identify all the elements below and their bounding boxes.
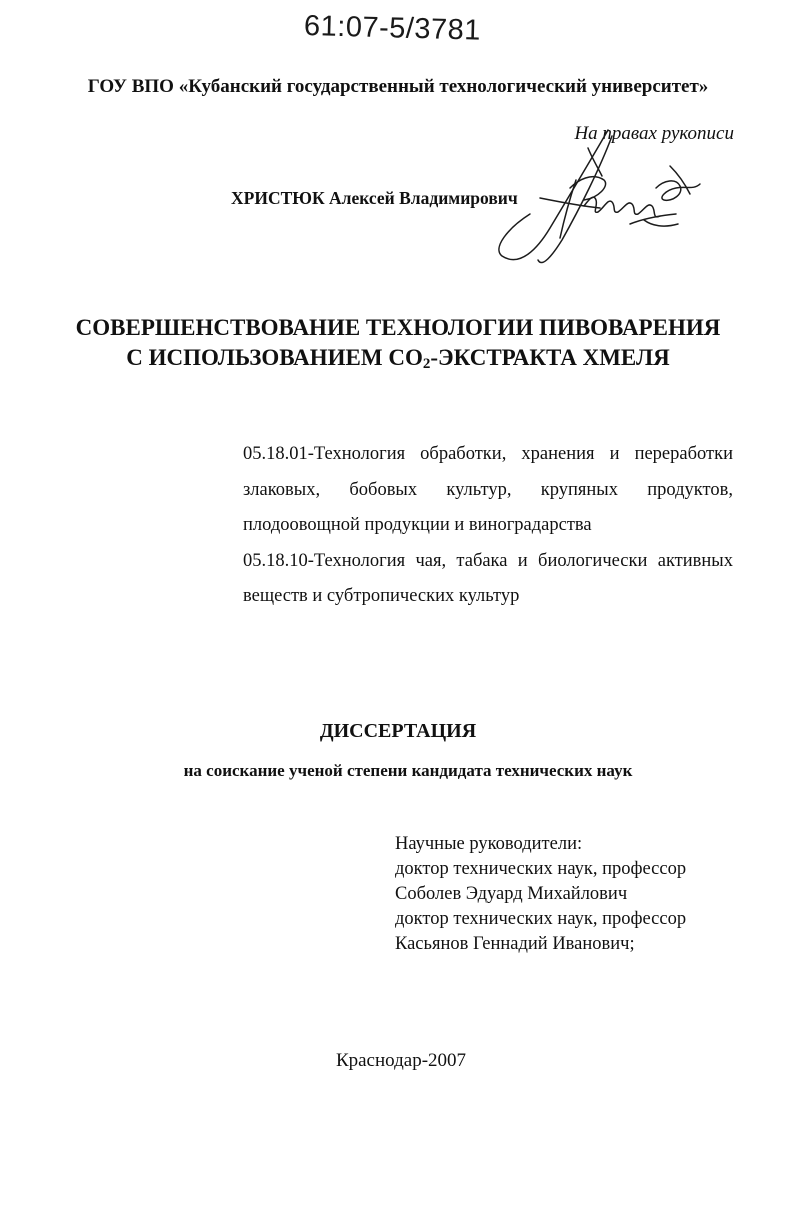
specialty-item: 05.18.01-Технология обработки, хранения и переработки злаковых, бобовых культур, крупяных продуктов, плодоовощной продукции и виноградарства [243,444,733,535]
thesis-title-line-2-start: С ИСПОЛЬЗОВАНИЕМ СО [126,345,423,370]
specialties-block [243,437,733,615]
archive-number: 61:07-5/3781 [303,10,482,47]
signature-icon [480,128,720,278]
thesis-title-subscript: 2 [422,356,431,372]
place-and-year: Краснодар-2007 [335,1050,467,1071]
thesis-title-line-2 [0,343,796,373]
supervisor-title: доктор технических наук, профессор [395,859,687,879]
supervisors-heading: Научные руководители: [395,834,583,854]
supervisors-block [395,832,686,957]
degree-line: на соискание ученой степени кандидата технических наук [183,761,633,780]
thesis-title-line-2-end: -ЭКСТРАКТА ХМЕЛЯ [430,345,670,370]
supervisor-title: доктор технических наук, профессор [395,909,687,929]
specialty-item: 05.18.10-Технология чая, табака и биологически активных веществ и субтропических культур [243,550,733,606]
institution-name: ГОУ ВПО «Кубанский государственный технологический университет» [87,76,709,97]
document-type: ДИССЕРТАЦИЯ [319,720,477,742]
thesis-title-line-1: СОВЕРШЕНСТВОВАНИЕ ТЕХНОЛОГИИ ПИВОВАРЕНИЯ [75,315,721,340]
supervisor-name: Касьянов Геннадий Иванович; [395,934,635,954]
supervisor-name: Соболев Эдуард Михайлович [395,884,628,904]
thesis-title [0,313,796,373]
author-name: ХРИСТЮК Алексей Владимирович [231,188,518,208]
manuscript-rights-note: На правах рукописи [574,123,734,144]
